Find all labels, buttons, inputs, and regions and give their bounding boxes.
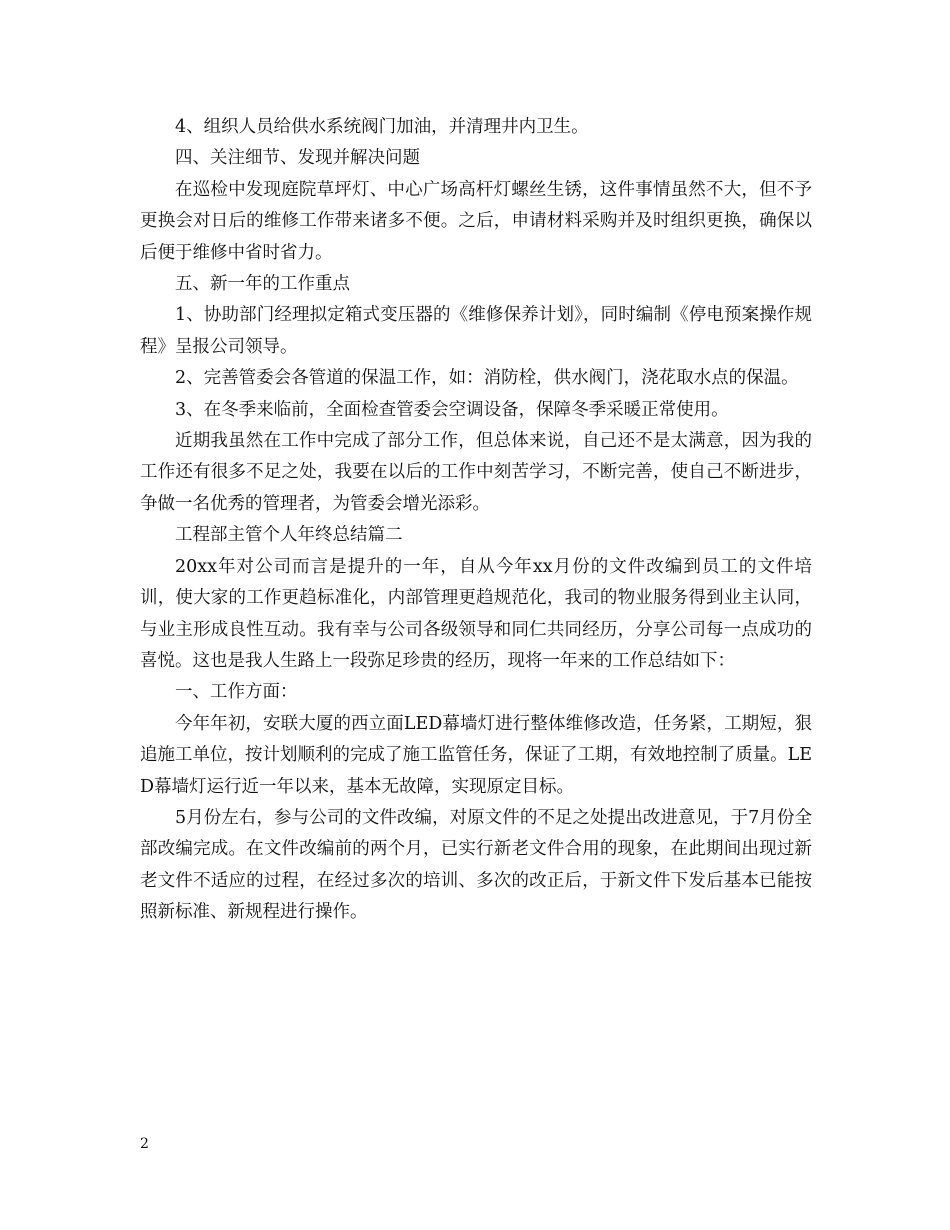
paragraph-self-assessment: 近期我虽然在工作中完成了部分工作，但总体来说，自己还不是太满意，因为我的工作还有很多不足之处，我要在以后的工作中刻苦学习，不断完善，使自己不断进步，争做一名优秀的管理者，为管委会增光添彩。: [140, 431, 812, 514]
paragraph-led-renovation: 今年年初，安联大厦的西立面LED幕墙灯进行整体维修改造，任务紧，工期短，狠追施工单位，按计划顺利的完成了施工监管任务，保证了工期，有效地控制了质量。LED幕墙灯运行近一年以来，基本无故障，实现原定目标。: [140, 713, 812, 797]
paragraph-inspection: 在巡检中发现庭院草坪灯、中心广场高杆灯螺丝生锈，这件事情虽然不大，但不予更换会对日后的维修工作带来诸多不便。之后，申请材料采购并及时组织更换，确保以后便于维修中省时省力。: [140, 179, 812, 263]
paragraph-year-overview: 20xx年对公司而言是提升的一年，自从今年xx月份的文件改编到员工的文件培训，使大家的工作更趋标准化，内部管理更趋规范化，我司的物业服务得到业主认同，与业主形成良性互动。我有幸与公司各级领导和同仁共同经历，分享公司每一点成功的喜悦。这也是我人生路上一段弥足珍贵的经历，现将一年来的工作总结如下：: [140, 556, 812, 671]
section-heading-work: 一、工作方面：: [175, 682, 298, 703]
page-number: 2: [140, 1136, 149, 1152]
paragraph-document-revision: 5月份左右，参与公司的文件改编，对原文件的不足之处提出改进意见，于7月份全部改编完成。在文件改编前的两个月，已实行新老文件合用的现象，在此期间出现过新老文件不适应的过程，在经过多次的培训、多次的改正后，于新文件下发后基本已能按照新标准、新规程进行操作。: [140, 807, 812, 923]
list-item-air-conditioning: 3、在冬季来临前，全面检查管委会空调设备，保障冬季采暖正常使用。: [175, 399, 729, 420]
section-heading-new-year: 五、新一年的工作重点: [175, 274, 350, 295]
body-text: [140, 112, 812, 929]
section-heading-details: 四、关注细节、发现并解决问题: [175, 148, 420, 169]
list-item-valve-oiling: 4、组织人员给供水系统阀门加油，并清理井内卫生。: [175, 117, 589, 137]
list-item-maintenance-plan: 1、协助部门经理拟定箱式变压器的《维修保养计划》，同时编制《停电预案操作规程》呈报公司领导。: [140, 305, 812, 357]
list-item-insulation: 2、完善管委会各管道的保温工作，如：消防栓，供水阀门，浇花取水点的保温。: [175, 368, 799, 389]
section-title-part-two: 工程部主管个人年终总结篇二: [175, 525, 403, 546]
